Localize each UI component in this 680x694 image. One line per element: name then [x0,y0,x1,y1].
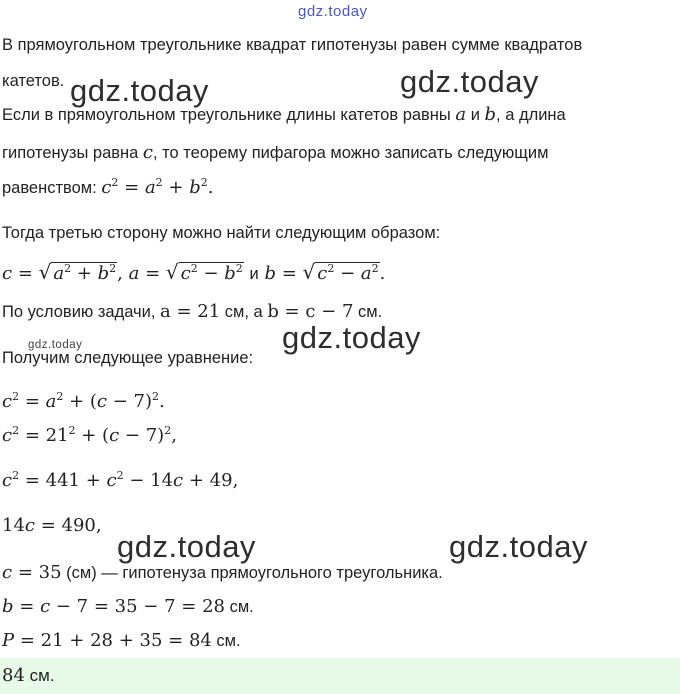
variable-c: c [142,142,153,163]
equation-3: $c^2 = 441 + c^2 - 14c + 49$, [2,469,239,491]
text-segment: см. [224,598,254,616]
equation-b: b = c − 7 [267,301,354,322]
watermark-top: gdz.today [298,3,368,20]
equation-7: P = 21 + 28 + 35 = 84 см. [2,630,241,651]
equation-4: 14c = 490, [2,515,102,536]
equation-1: $c^2 = a^2 + (c - 7)^2$. [2,390,165,412]
text-segment: см, а [220,303,268,321]
answer-unit: см. [24,666,55,685]
text-segment: (см) — гипотенуза прямоугольного треугольника. [61,564,443,582]
watermark: gdz.today [117,529,256,564]
answer-text [2,665,55,687]
answer-value: 84 [2,665,25,686]
watermark: gdz.today [282,320,421,355]
variable-b: b [484,104,497,125]
equation-2: $c^2 = 21^2 + (c - 7)^2$, [2,424,177,446]
answer-box [0,658,680,694]
equation-a: a = 21 [160,301,221,322]
pythagoras-formula: $c^2 = a^2 + b^2$. [101,176,214,198]
text-segment: , то теорему пифагора можно записать следующим [153,144,549,162]
text-line-4 [2,142,548,164]
watermark: gdz.today [449,529,588,564]
text-segment: Если в прямоугольном треугольнике длины катетов равны [2,106,456,124]
equation-6: b = c − 7 = 35 − 7 = 28 см. [2,596,254,617]
text-segment: равенством: [2,179,102,197]
watermark: gdz.today [400,64,539,99]
text-segment: По условию задачи, [2,303,161,321]
text-segment: гипотенузы равна [2,144,143,162]
sqrt-formulas: c = √ $a^2 + b^2$, a = √ $c^2 - b^2$ и b = √ $c^2 - a^2$. [2,260,386,284]
watermark-small: gdz.today [28,339,83,351]
text-segment: см. [211,632,241,650]
text-line-5 [2,177,213,199]
text-line-9: Получим следующее уравнение: [2,349,254,367]
text-line-2: катетов. [2,72,65,90]
text-line-1: В прямоугольном треугольнике квадрат гипотенузы равен сумме квадратов [2,36,583,54]
text-segment: и [466,106,485,124]
text-segment: , а длина [496,106,566,124]
text-line-6: Тогда третью сторону можно найти следующим образом: [2,224,441,242]
text-segment: см. [353,303,383,321]
equation-5: c = 35 (см) — гипотенуза прямоугольного треугольника. [2,562,443,583]
variable-a: a [455,104,467,125]
watermark: gdz.today [70,73,209,108]
